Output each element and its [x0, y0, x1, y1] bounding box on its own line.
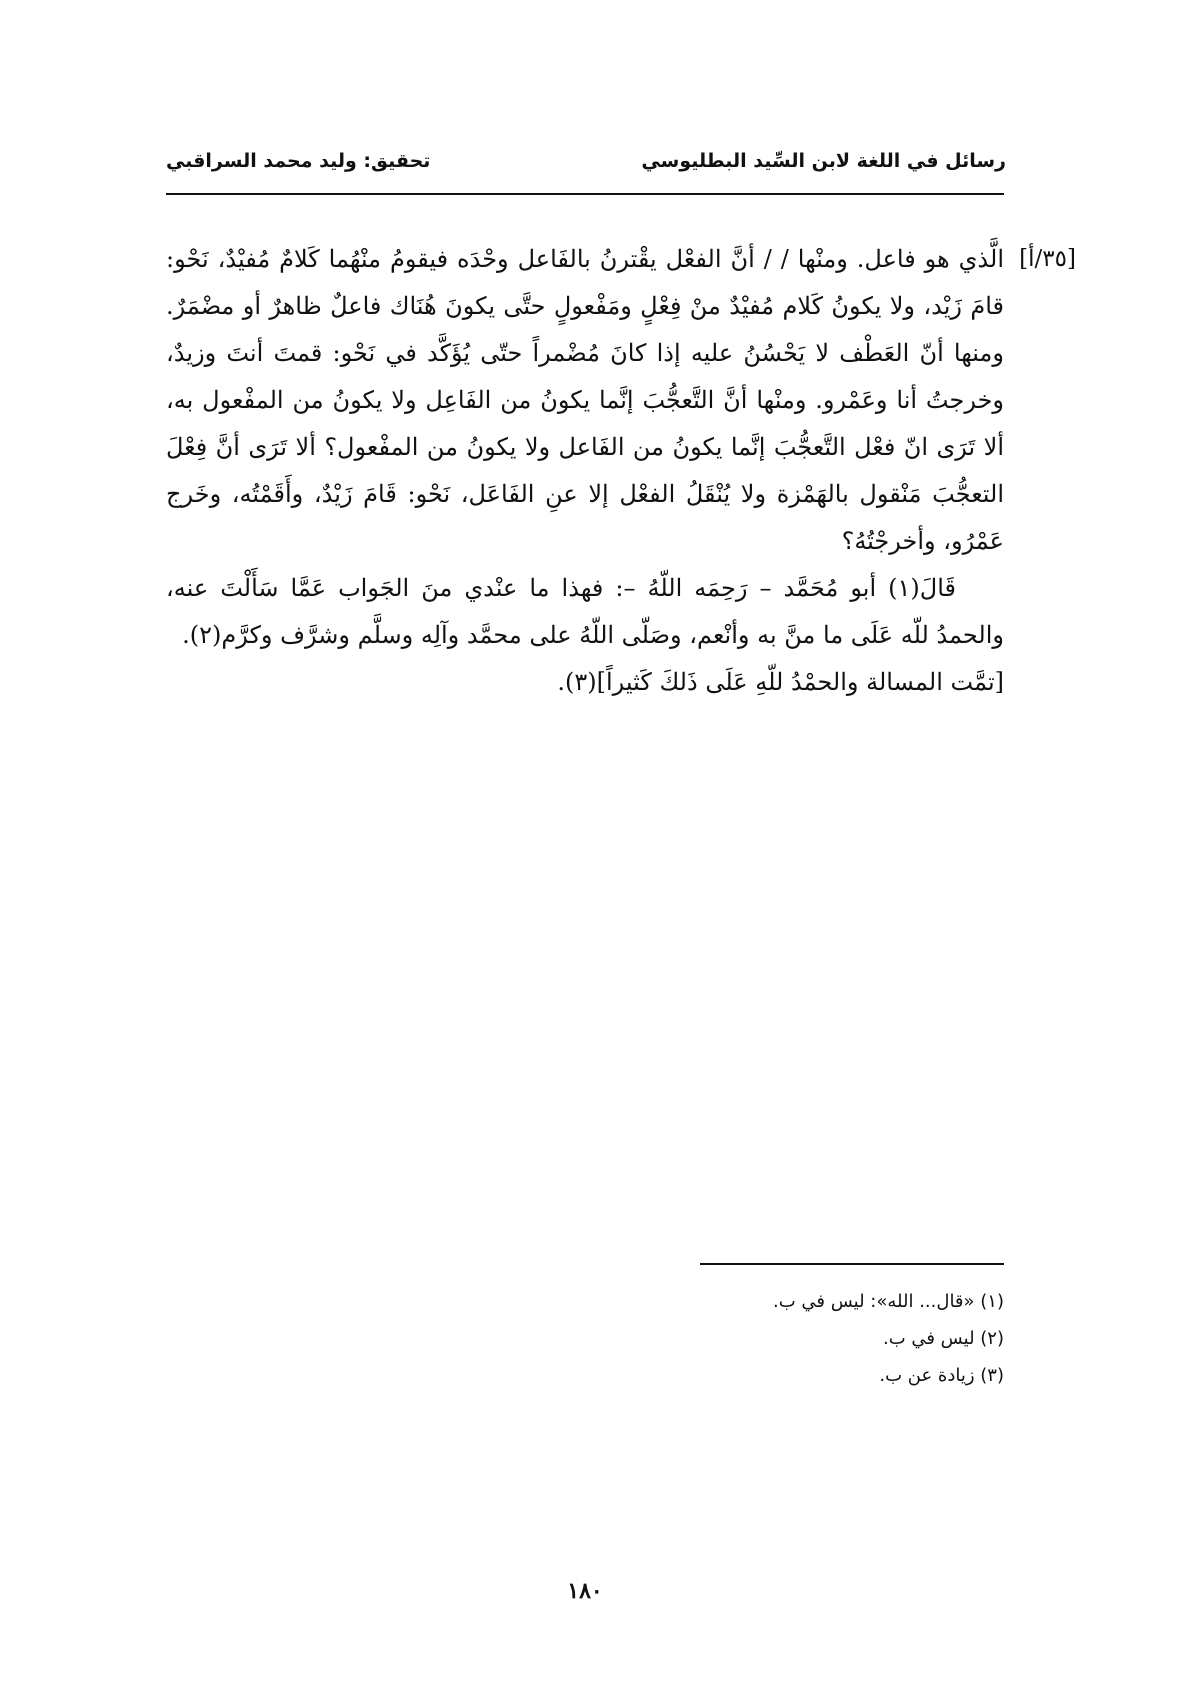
body-paragraph: قَالَ(١) أبو مُحَمَّد – رَحِمَه اللّهُ –: فهذا ما عنْدي منَ الجَواب عَمَّا سَأَلْتَ عنه، والحمدُ للّه عَلَى ما منَّ به وأنْعم، وصَلّى اللّهُ على محمَّد وآلِه وسلَّم وشرَّف وكرَّم(٢). — [166, 574, 1004, 649]
page-number: ١٨٠ — [567, 1578, 603, 1604]
running-header-title: رسائل في اللغة لابن السِّيد البطليوسي — [641, 150, 1006, 172]
footnote-item: (٢) ليس في ب. — [882, 1328, 1004, 1349]
footnote-divider — [700, 1263, 1004, 1265]
footnote-item: (٣) زيادة عن ب. — [879, 1365, 1004, 1386]
footnote-item: (١) «قال... الله»: ليس في ب. — [773, 1291, 1004, 1312]
header-divider — [166, 193, 1004, 195]
main-text — [166, 236, 1004, 706]
running-header-editor: تحقيق: وليد محمد السراقبي — [166, 150, 431, 172]
body-paragraph: الَّذي هو فاعل. ومنْها / / أنَّ الفعْل يقْترنُ بالفَاعل وحْدَه فيقومُ منْهُما كَلامٌ مُفيْدٌ، نَحْو: قامَ زَيْد، ولا يكونُ كَلام مُفيْدٌ منْ فِعْلٍ ومَفْعولٍ حتَّى يكونَ هُنَاك فاعلٌ ظاهرٌ أو مضْمَرٌ. ومنها أنّ العَطْف لا يَحْسُنُ عليه إذا كانَ مُضْمراً حتّى يُؤَكَّد في نَحْو: قمتَ أنتَ وزيدٌ، وخرجتُ أنا وعَمْرو. ومنْها أنَّ التَّعجُّبَ إنَّما يكونُ من الفَاعِل ولا يكونُ من المفْعول به، ألا تَرَى انّ فعْل التَّعجُّبَ إنَّما يكونُ من الفَاعل ولا يكونُ من المفْعول؟ ألا تَرَى أنَّ فِعْلَ التعجُّبَ مَنْقول بالهَمْزة ولا يُنْقَلُ الفعْل إلا عنِ الفَاعَل، نَحْو: قَامَ زَيْدٌ، وأَقَمْتُه، وخَرج عَمْرُو، وأخرجْتُهُ؟ — [166, 245, 1005, 555]
footnotes — [504, 1283, 1004, 1394]
body-paragraph: [تمَّت المسالة والحمْدُ للّهِ عَلَى ذَلكَ كَثيراً](٣). — [557, 668, 1004, 696]
manuscript-folio-marker: [٣٥/أ] — [1019, 246, 1076, 272]
